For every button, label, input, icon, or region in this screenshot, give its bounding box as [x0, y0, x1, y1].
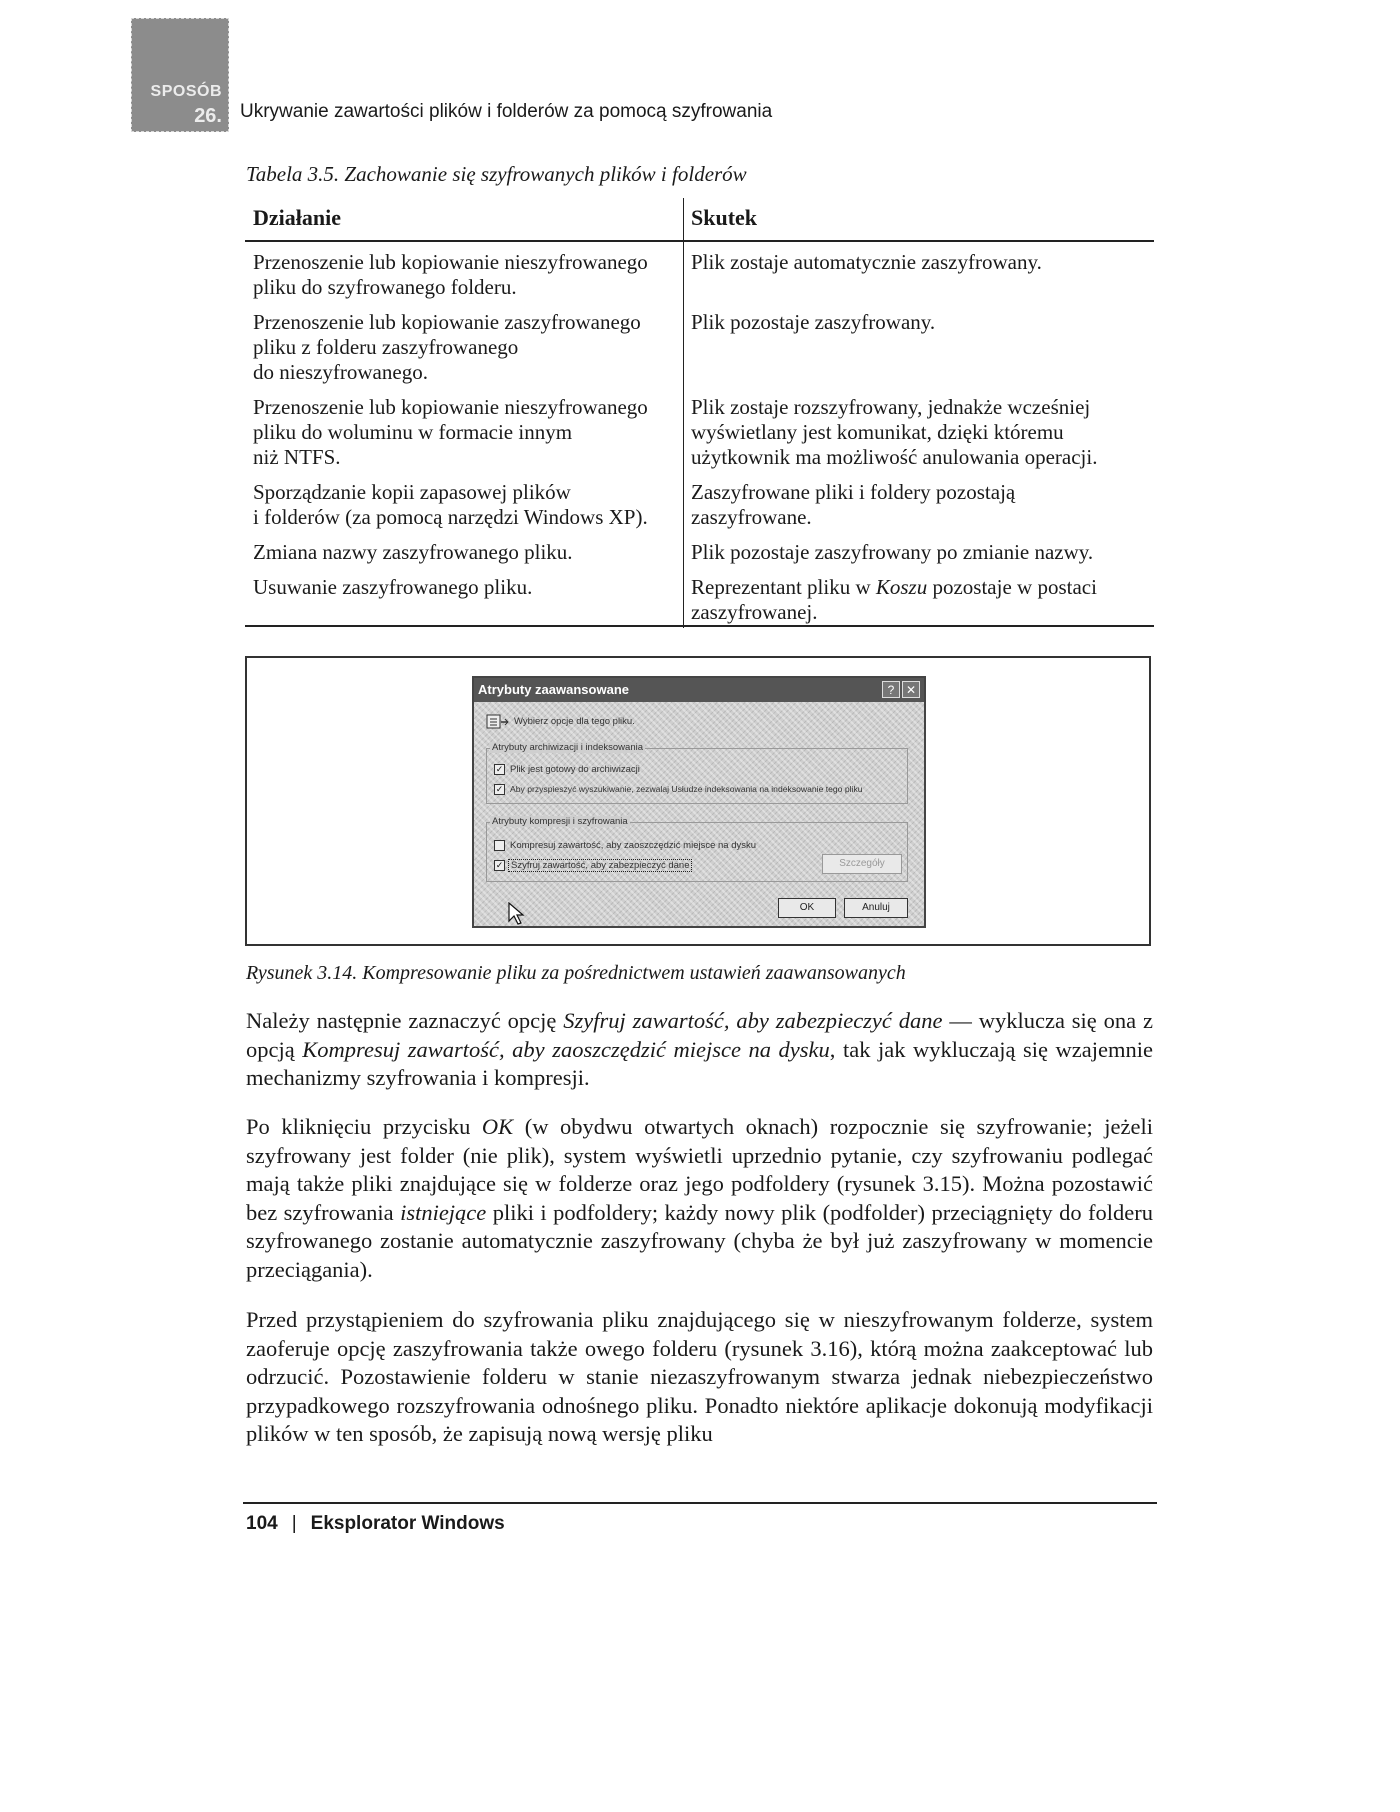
page-number: 104	[246, 1513, 278, 1534]
paragraph-3: Przed przystąpieniem do szyfrowania pliku znajdującego się w nieszyfrowanym folderze, system zaoferuje opcję zaszyfrowania także owego folderu (rysunek 3.16), którą można zaakceptować lub odrzucić. Pozostawienie folderu w stanie niezaszyfrowanym stwarza jednak niebezpieczeństwo przypadkowego rozszyfrowania odnośnego pliku. Ponadto niektóre aplikacje dokonują modyfikacji plików w ten sposób, że zapisują nową wersję pliku	[246, 1307, 1153, 1446]
action-line: Sporządzanie kopii zapasowej plików	[253, 480, 571, 504]
action-line: pliku do woluminu w formacie innym	[253, 420, 573, 444]
table-row	[245, 470, 1154, 530]
dialog-intro: Wybierz opcje dla tego pliku.	[514, 716, 635, 727]
dialog-titlebar	[474, 678, 924, 702]
emphasis-recycle-bin: Koszu	[875, 575, 928, 599]
chapter-tab-label: SPOSÓB	[150, 83, 222, 100]
result-line: wyświetlany jest komunikat, dzięki któremu	[691, 420, 1064, 444]
p1-text: Należy następnie zaznaczyć opcję	[246, 1008, 564, 1033]
result-line: Plik zostaje automatycznie zaszyfrowany.	[691, 250, 1042, 274]
action-cell	[245, 310, 683, 385]
action-line: pliku z folderu zaszyfrowanego	[253, 335, 519, 359]
p2-text: Po kliknięciu przycisku	[246, 1114, 482, 1139]
figure-caption: Rysunek 3.14. Kompresowanie pliku za pośrednictwem ustawień zaawansowanych	[246, 962, 906, 984]
table-row	[245, 385, 1154, 470]
p2-emphasis-existing: istniejące	[400, 1199, 487, 1225]
compress-encrypt-group-label: Atrybuty kompresji i szyfrowania	[492, 816, 628, 827]
archive-checkbox-label: Plik jest gotowy do archiwizacji	[510, 764, 640, 775]
action-cell	[245, 575, 683, 625]
table-row	[245, 300, 1154, 385]
paragraph-2	[246, 1113, 1153, 1284]
result-cell	[683, 250, 1146, 300]
book-title: Eksplorator Windows	[310, 1513, 505, 1534]
page-footer	[246, 1513, 505, 1535]
close-button[interactable]: ✕	[902, 681, 920, 698]
compress-checkbox-label: Kompresuj zawartość, aby zaoszczędzić miejsce na dysku	[510, 840, 757, 851]
table-header-result: Skutek	[691, 205, 758, 230]
p1-emphasis-encrypt-option: Szyfruj zawartość, aby zabezpieczyć dane	[563, 1008, 943, 1033]
behavior-table	[245, 198, 1154, 625]
result-cell	[683, 395, 1146, 470]
action-line: niż NTFS.	[253, 445, 341, 469]
result-line: Zaszyfrowane pliki i foldery pozostają	[691, 480, 1016, 504]
table-caption: Tabela 3.5. Zachowanie się szyfrowanych plików i folderów	[246, 162, 747, 186]
p1-text: , tak jak wykluczają się wzajemnie mechanizmy szyfrowania i kompresji.	[246, 1036, 1153, 1090]
advanced-attributes-dialog	[472, 676, 926, 928]
action-line: Usuwanie zaszyfrowanego pliku.	[253, 575, 533, 599]
footer-separator: |	[291, 1513, 297, 1534]
p1-text: — wyklucza się ona z opcją	[246, 1008, 1153, 1062]
p1-emphasis-compress-option: Kompresuj zawartość, aby zaoszczędzić miejsce na dysku	[302, 1036, 830, 1062]
encrypt-checkbox-label: Szyfruj zawartość, aby zabezpieczyć dane	[508, 859, 692, 872]
action-line: Przenoszenie lub kopiowanie zaszyfrowanego	[253, 310, 641, 334]
result-line: zaszyfrowane.	[691, 505, 812, 529]
dialog-title: Atrybuty zaawansowane	[478, 682, 629, 697]
action-cell	[245, 250, 683, 300]
table-header-row	[245, 198, 1154, 242]
table-row	[245, 530, 1154, 565]
action-line: Przenoszenie lub kopiowanie nieszyfrowanego	[253, 395, 648, 419]
table-header-action: Działanie	[253, 205, 341, 230]
result-line: Plik zostaje rozszyfrowany, jednakże wcześniej	[691, 395, 1091, 419]
paragraph-1	[246, 1007, 1153, 1093]
chapter-tab	[131, 18, 229, 132]
encrypt-checkbox[interactable]: ✓	[495, 860, 504, 870]
footer-rule	[243, 1502, 1157, 1504]
p2-text: pliki i podfoldery; każdy nowy plik (podfolder) przeciągnięty do folderu szyfrowanego zostanie automatycznie zaszyfrowany (chyba że był już zaszyfrowany w momencie przeciągania).	[246, 1199, 1153, 1282]
result-cell	[683, 310, 1146, 385]
mouse-cursor-icon	[508, 902, 526, 926]
compress-checkbox[interactable]	[494, 840, 505, 851]
action-line: do nieszyfrowanego.	[253, 360, 428, 384]
result-line: Plik pozostaje zaszyfrowany.	[691, 310, 936, 334]
index-checkbox-label: Aby przyspieszyć wyszukiwanie, zezwalaj Usłudze indeksowania na indeksowanie tego pliku	[510, 784, 863, 794]
table-row	[245, 242, 1154, 300]
running-header-title: Ukrywanie zawartości plików i folderów za pomocą szyfrowania	[240, 101, 773, 122]
archive-checkbox[interactable]: ✓	[495, 764, 504, 774]
action-cell	[245, 540, 683, 565]
p2-emphasis-ok: OK	[481, 1114, 514, 1139]
table-bottom-rule	[245, 625, 1154, 627]
action-line: i folderów (za pomocą narzędzi Windows XP).	[253, 505, 648, 529]
table-body	[245, 242, 1154, 625]
index-checkbox[interactable]: ✓	[495, 784, 504, 794]
result-cell	[683, 480, 1146, 530]
help-button[interactable]: ?	[882, 681, 900, 698]
action-line: pliku do szyfrowanego folderu.	[253, 275, 517, 299]
action-cell	[245, 395, 683, 470]
result-cell	[683, 575, 1146, 625]
result-line: zaszyfrowanej.	[691, 600, 818, 624]
details-button[interactable]: Szczegóły	[822, 854, 902, 874]
result-cell	[683, 540, 1146, 565]
action-cell	[245, 480, 683, 530]
action-line: Zmiana nazwy zaszyfrowanego pliku.	[253, 540, 573, 564]
archive-index-group-label: Atrybuty archiwizacji i indeksowania	[492, 742, 644, 753]
ok-button[interactable]: OK	[778, 898, 836, 918]
cancel-button[interactable]: Anuluj	[844, 898, 908, 918]
archive-index-group	[486, 748, 908, 804]
attributes-icon	[486, 714, 510, 730]
result-line: Plik pozostaje zaszyfrowany po zmianie nazwy.	[691, 540, 1094, 564]
table-row	[245, 565, 1154, 625]
result-line: Reprezentant pliku w Koszu pozostaje w postaci	[691, 575, 1097, 599]
p2-text: (w obydwu otwartych oknach) rozpocznie się szyfrowanie; jeżeli szyfrowany jest folder (nie plik), system wyświetli uprzednio pytanie, czy szyfrowaniu podlegać mają także pliki znajdujące się w folderze oraz jego podfoldery (rysunek 3.15). Można pozostawić bez szyfrowania	[246, 1114, 1153, 1225]
chapter-tab-number: 26.	[194, 105, 222, 127]
action-line: Przenoszenie lub kopiowanie nieszyfrowanego	[253, 250, 648, 274]
result-line: użytkownik ma możliwość anulowania operacji.	[691, 445, 1098, 469]
